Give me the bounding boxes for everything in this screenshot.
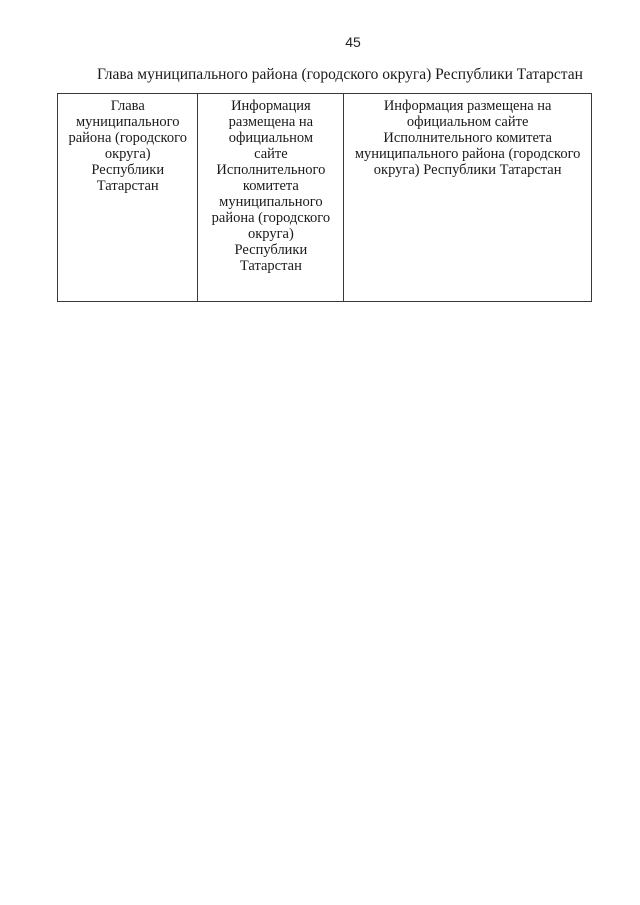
cell-text: Информация размещена на официальном сайте Исполнительного комитета муниципального района (городского округа) Республики Татарстан xyxy=(354,98,581,178)
table-cell-info-details xyxy=(344,94,592,302)
info-table xyxy=(57,93,592,302)
table-row xyxy=(58,94,592,302)
section-heading: Глава муниципального района (городского округа) Республики Татарстан xyxy=(97,66,583,83)
page-number: 45 xyxy=(345,34,361,50)
table-cell-position xyxy=(58,94,198,302)
cell-text: Информация размещена на официальном сайте Исполнительного комитета муниципального района (городского округа) Республики Татарстан xyxy=(211,98,331,274)
table-cell-info xyxy=(198,94,344,302)
cell-text: Глава муниципального района (городского округа) Республики Татарстан xyxy=(68,98,187,194)
